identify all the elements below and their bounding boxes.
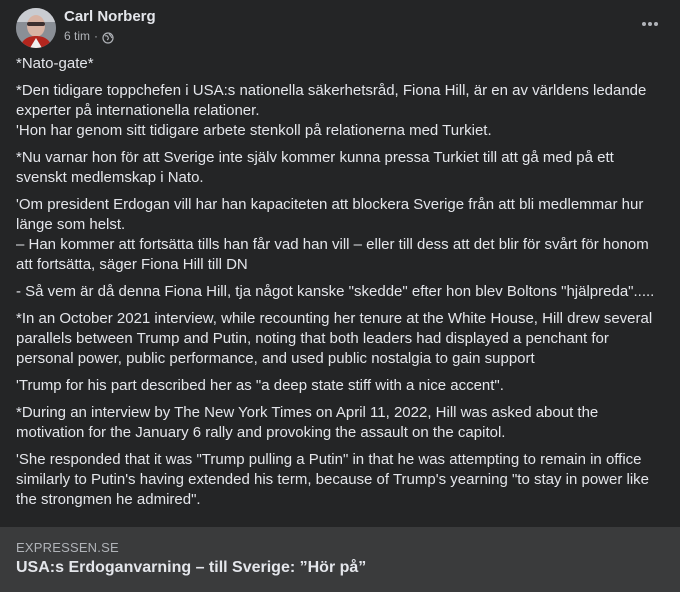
post-paragraph: 'She responded that it was "Trump pulling a Putin" in that he was attempting to remain in office similarly to Putin's having extended his term, because of Trump's yearning "to stay in power like the strongmen he admired".: [16, 451, 650, 508]
post-paragraph: 'Om president Erdogan vill har han kapaciteten att blockera Sverige från att bli medlemmar hur länge som helst. – Han kommer att fortsätta tills han får vad han vill – eller till dess att det blir för svårt för honom att fortsätta, säger Fiona Hill till DN: [16, 196, 649, 273]
post-paragraph: *Nato-gate*: [16, 55, 94, 72]
meta-separator: ·: [94, 29, 99, 43]
link-preview-card[interactable]: [0, 527, 680, 592]
avatar-photo: [16, 8, 56, 48]
author-name[interactable]: Carl Norberg: [64, 8, 156, 25]
post-paragraph: *Nu varnar hon för att Sverige inte själv kommer kunna pressa Turkiet till att gå med på ett svenskt medlemskap i Nato.: [16, 149, 614, 186]
post-paragraph: *Den tidigare toppchefen i USA:s nationella säkerhetsråd, Fiona Hill, är en av världens ledande experter på internationella relationer. 'Hon har genom sitt tidigare arbete stenkoll på relationerna med Turkiet.: [16, 82, 647, 139]
post-header: [16, 8, 664, 48]
post-paragraph: *In an October 2021 interview, while recounting her tenure at the White House, Hill drew several parallels between Trump and Putin, noting that both leaders had displayed a penchant for personal power, public performance, and used public nostalgia to gain support: [16, 310, 653, 367]
post-paragraph: - Så vem är då denna Fiona Hill, tja något kanske "skedde" efter hon blev Boltons "hjälpreda".....: [16, 283, 655, 300]
author-avatar[interactable]: [16, 8, 56, 48]
more-options-icon: [641, 21, 659, 27]
post-meta: [64, 28, 114, 44]
post-paragraph: *During an interview by The New York Times on April 11, 2022, Hill was asked about the motivation for the January 6 rally and provoking the assault on the capitol.: [16, 404, 599, 441]
post-paragraph: 'Trump for his part described her as "a deep state stiff with a nice accent".: [16, 377, 504, 394]
link-title: USA:s Erdoganvarning – till Sverige: ”Hör på”: [16, 559, 367, 576]
globe-icon[interactable]: [102, 32, 114, 44]
link-domain: EXPRESSEN.SE: [16, 540, 119, 555]
post-time[interactable]: 6 tim: [64, 29, 91, 43]
more-options-button[interactable]: [636, 12, 664, 36]
post-body: [16, 54, 656, 517]
